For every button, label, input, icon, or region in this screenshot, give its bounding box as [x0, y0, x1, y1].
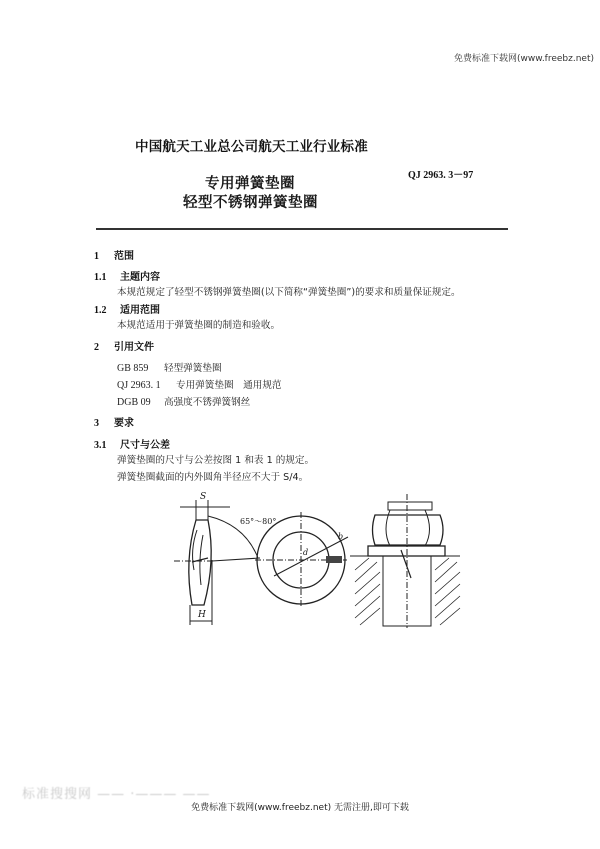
section-3-1-text-1: 弹簧垫圈的尺寸与公差按图 1 和表 1 的规定。: [117, 455, 315, 466]
reference-item: [117, 377, 282, 391]
reference-name: 专用弹簧垫圈 通用规范: [176, 380, 282, 391]
label-angle: 65°～80°: [240, 517, 277, 526]
document-title-line2: 轻型不锈钢弹簧垫圈: [183, 195, 318, 211]
section-3-1-heading: [94, 436, 170, 451]
organization-header: 中国航天工业总公司航天工业行业标准: [135, 139, 368, 155]
reference-name: 轻型弹簧垫圈: [164, 363, 222, 374]
standard-number: QJ 2963. 3－97: [408, 170, 474, 181]
section-title: 要求: [114, 418, 134, 429]
section-title: 主题内容: [120, 272, 160, 283]
section-number: 2: [94, 342, 99, 353]
label-height-h: H: [198, 610, 206, 620]
section-title: 引用文件: [114, 342, 154, 353]
reference-name: 高强度不锈弹簧钢丝: [164, 397, 251, 408]
section-1-1-heading: [94, 268, 160, 283]
bolt-assembly-view: [350, 494, 460, 628]
section-title: 尺寸与公差: [120, 440, 170, 451]
watermark-top: 免费标准下载网(www.freebz.net): [454, 54, 594, 64]
section-title: 范围: [114, 251, 134, 262]
section-2-heading: [94, 338, 154, 353]
washer-side-view: [174, 500, 230, 625]
section-number: 3: [94, 418, 99, 429]
section-1-1-text: 本规范规定了轻型不锈钢弹簧垫圈(以下简称“弹簧垫圈”)的要求和质量保证规定。: [117, 287, 461, 298]
section-1-2-text: 本规范适用于弹簧垫圈的制造和验收。: [117, 320, 281, 331]
faded-watermark: 标准搜搜网 —— ·——— ——: [22, 787, 211, 802]
section-number: 1.1: [94, 272, 107, 283]
reference-code: QJ 2963. 1: [117, 380, 161, 391]
section-number: 1: [94, 251, 99, 262]
reference-item: [117, 394, 250, 408]
reference-item: [117, 360, 222, 374]
section-1-2-heading: [94, 301, 160, 316]
section-3-1-text-2: 弹簧垫圈截面的内外圆角半径应不大于 S/4。: [117, 472, 309, 483]
document-title-line1: 专用弹簧垫圈: [205, 176, 295, 192]
label-thickness-s: S: [200, 492, 207, 502]
reference-code: GB 859: [117, 363, 149, 374]
section-number: 1.2: [94, 305, 107, 316]
section-1-heading: [94, 247, 134, 262]
watermark-bottom: 免费标准下载网(www.freebz.net) 无需注册,即可下载: [191, 803, 409, 813]
label-width-b: b: [338, 532, 344, 541]
figure-spring-washer: [170, 490, 470, 630]
section-number: 3.1: [94, 440, 107, 451]
reference-code: DGB 09: [117, 397, 151, 408]
label-inner-diameter-d: d: [303, 548, 309, 557]
header-divider: [96, 228, 508, 230]
section-title: 适用范围: [120, 305, 160, 316]
section-3-heading: [94, 414, 134, 429]
